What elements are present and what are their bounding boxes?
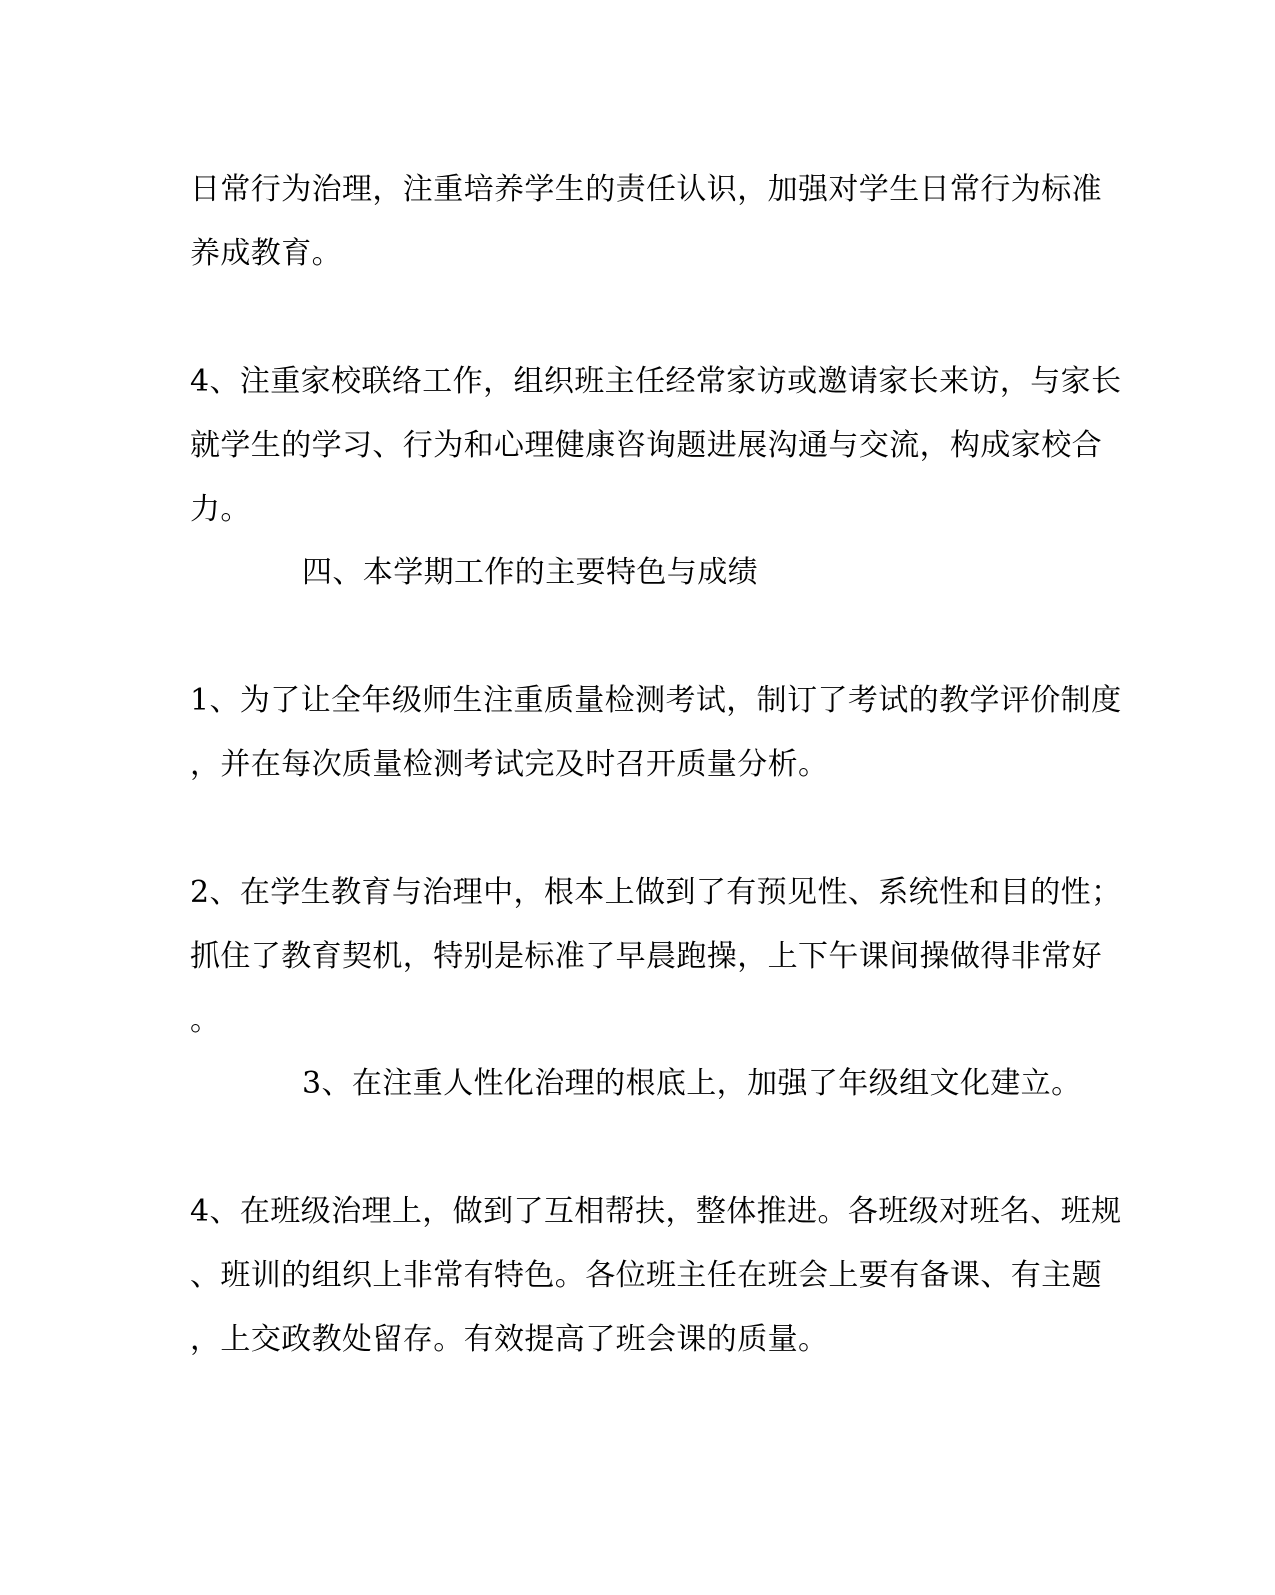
text-line: 。 (190, 1003, 221, 1038)
text-line: 就学生的学习、行为和心理健康咨询题进展沟通与交流，构成家校合 (190, 428, 1102, 463)
text-line: 2、在学生教育与治理中，根本上做到了有预见性、系统性和目的性； (190, 875, 1122, 910)
text-line: 1、为了让全年级师生注重质量检测考试，制订了考试的教学评价制度 (190, 683, 1122, 718)
text-line: 日常行为治理，注重培养学生的责任认识，加强对学生日常行为标准 (190, 172, 1102, 207)
text-line: ，并在每次质量检测考试完及时召开质量分析。 (190, 747, 829, 782)
text-line: 4、注重家校联络工作，组织班主任经常家访或邀请家长来访，与家长 (190, 364, 1122, 399)
section-heading: 四、本学期工作的主要特色与成绩 (302, 555, 758, 590)
text-line: 、班训的组织上非常有特色。各位班主任在班会上要有备课、有主题 (190, 1258, 1102, 1293)
text-line: 力。 (190, 492, 251, 527)
text-line: 3、在注重人性化治理的根底上，加强了年级组文化建立。 (302, 1066, 1082, 1101)
text-line: 养成教育。 (190, 236, 342, 271)
text-line: ，上交政教处留存。有效提高了班会课的质量。 (190, 1322, 829, 1357)
text-line: 4、在班级治理上，做到了互相帮扶，整体推进。各班级对班名、班规 (190, 1194, 1122, 1229)
text-line: 抓住了教育契机，特别是标准了早晨跑操，上下午课间操做得非常好 (190, 939, 1102, 974)
